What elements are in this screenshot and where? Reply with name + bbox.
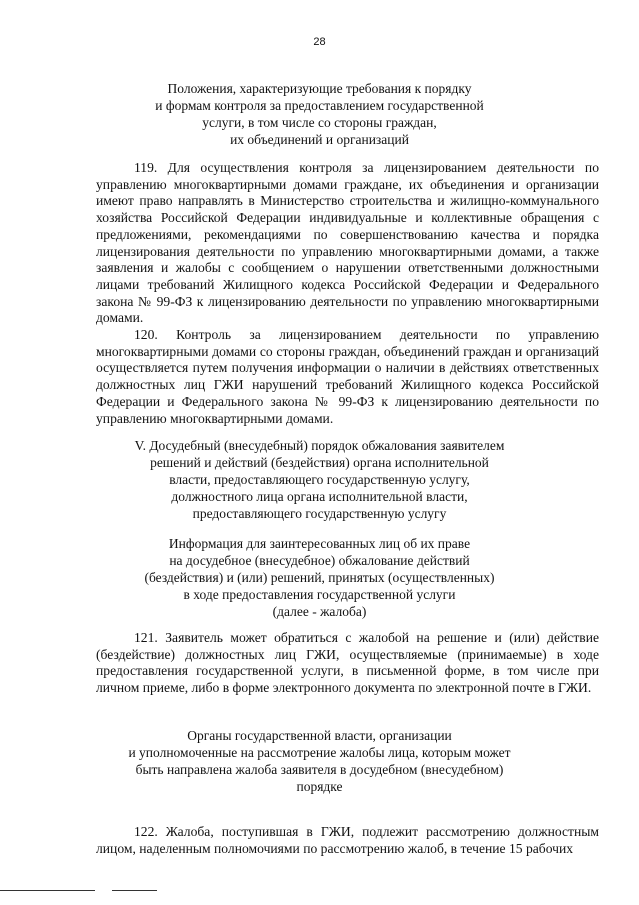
paragraph-119: 119. Для осуществления контроля за лицензированием деятельности по управлению многоквартирными домами граждане, их объединения и организации имеют право направлять в Министерство строительства и жилищно-коммунального хозяйства Российской Федерации индивидуальные и коллективные обращения с предложениями, рекомендациями по совершенствованию качества и порядка лицензирования деятельности по управлению многоквартирными домами, а также заявления и жалобы с сообщением о нарушении ответственными должностными лицами требований Жилищного кодекса Российской Федерации и Федерального закона № 99-ФЗ к лицензированию деятельности по управлению многоквартирными домами. [96,160,599,326]
heading-line: быть направлена жалоба заявителя в досудебном (внесудебном) [135,762,504,777]
section-heading-complaint-info [0,535,639,620]
section-heading-control [0,80,639,148]
heading-line: Органы государственной власти, организации [187,728,452,743]
heading-line: порядке [296,779,343,794]
footer-rule-left [0,890,95,891]
heading-line: Положения, характеризующие требования к порядку [167,81,472,96]
heading-line: должностного лица органа исполнительной власти, [171,489,468,504]
heading-line: власти, предоставляющего государственную услугу, [169,472,470,487]
heading-line: (бездействия) и (или) решений, принятых (осуществленных) [144,570,495,585]
footer-rule-right [112,890,157,891]
paragraph-121: 121. Заявитель может обратиться с жалобой на решение и (или) действие (бездействие) должностных лиц ГЖИ, осуществляемые (принимаемые) в ходе предоставления государственной услуги, в письменной форме, в том числе при личном приеме, либо в форме электронного документа по электронной почте в ГЖИ. [96,630,599,696]
paragraph-120: 120. Контроль за лицензированием деятельности по управлению многоквартирными домами со стороны граждан, объединений граждан и организаций осуществляется путем получения информации о наличии в действиях ответственных должностных лиц ГЖИ нарушений требований Жилищного кодекса Российской Федерации и Федерального закона № 99-ФЗ к лицензированию деятельности по управлению многоквартирными домами. [96,327,599,426]
heading-line: и уполномоченные на рассмотрение жалобы лица, которым может [128,745,511,760]
heading-line: на досудебное (внесудебное) обжалование действий [169,553,470,568]
section-heading-authorities [0,727,639,795]
heading-line: их объединений и организаций [230,132,409,147]
heading-line: (далее - жалоба) [272,604,367,619]
heading-line: V. Досудебный (внесудебный) порядок обжалования заявителем [134,438,505,453]
heading-line: услуги, в том числе со стороны граждан, [202,115,437,130]
heading-line: и формам контроля за предоставлением государственной [155,98,484,113]
heading-line: решений и действий (бездействия) органа исполнительной [150,455,489,470]
heading-line: Информация для заинтересованных лиц об их праве [168,536,471,551]
heading-line: в ходе предоставления государственной услуги [183,587,456,602]
heading-line: предоставляющего государственную услугу [192,506,447,521]
paragraph-122: 122. Жалоба, поступившая в ГЖИ, подлежит рассмотрению должностным лицом, наделенным полномочиями по рассмотрению жалоб, в течение 15 рабочих [96,824,599,856]
page-number: 28 [313,36,326,48]
section-heading-chapter-v [0,437,639,522]
